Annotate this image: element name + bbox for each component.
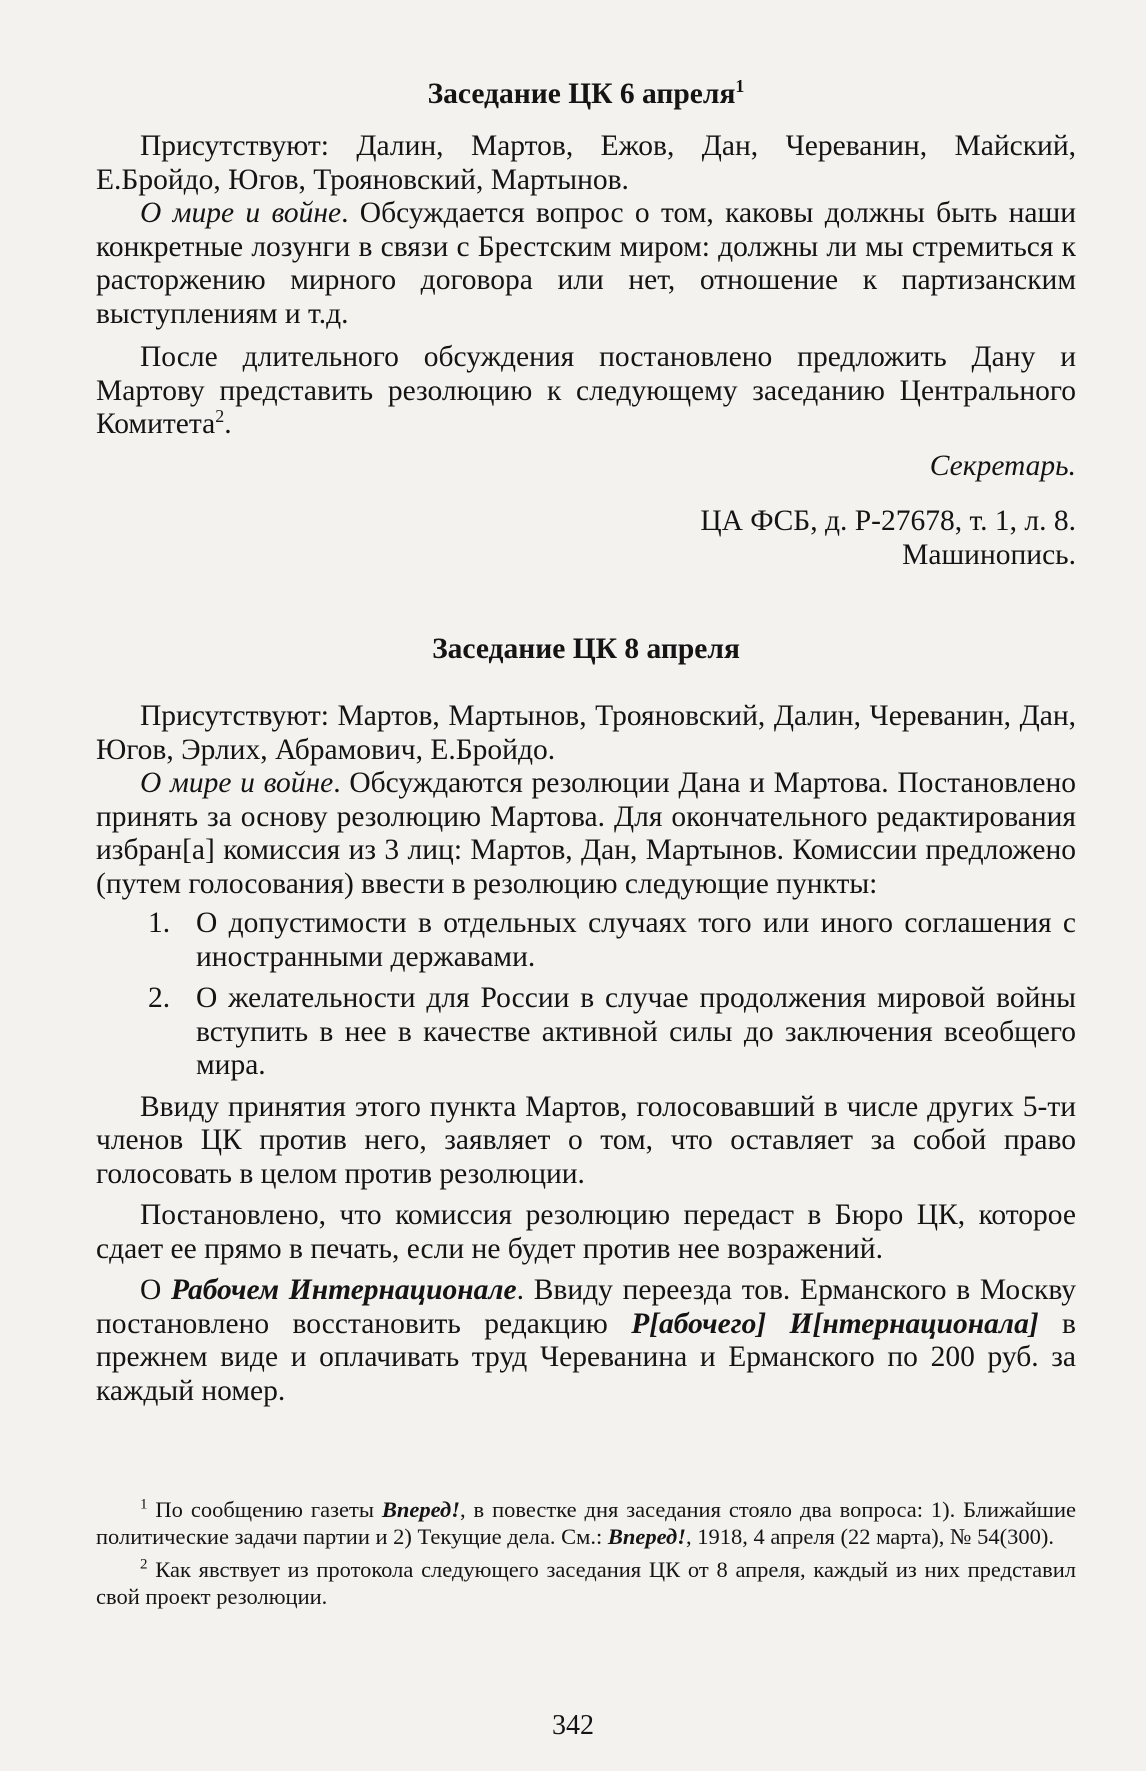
section2-present: Присутствуют: Мартов, Мартынов, Трояновский, Далин, Череванин, Дан, Югов, Эрлих, Абрамович, Е.Бройдо. xyxy=(96,700,1076,766)
page-number: 342 xyxy=(552,1710,594,1741)
archive-reference: ЦА ФСБ, д. Р-27678, т. 1, л. 8. xyxy=(700,505,1076,537)
section2-body xyxy=(96,700,1076,1408)
section1-topic xyxy=(96,197,1076,331)
footnote-ref-1[interactable]: 1 xyxy=(735,76,745,97)
section2-title: Заседание ЦК 8 апреля xyxy=(432,633,740,665)
footnote-1: $^1$ По сообщению газеты Вперед!, в повестке дня заседания стояло два вопроса: 1). Ближайшие политические задачи партии и 2) Текущие дела. См.: Вперед!, 1918, 4 апреля (22 марта), № 54(300). xyxy=(96,1496,1076,1549)
section1-decision: После длительного обсуждения постановлено предложить Дану и Мартову представить резолюцию к следующему заседанию Центрального Комитета$^2$. xyxy=(96,341,1076,440)
secretary-signature: Секретарь. xyxy=(929,449,1076,482)
section2-commission: Постановлено, что комиссия резолюцию передаст в Бюро ЦК, которое сдает ее прямо в печать, если не будет против нее возражений. xyxy=(96,1199,1076,1265)
section1-topic-text: . Обсуждается вопрос о том, каковы должны быть наши конкретные лозунги в связи с Брестским миром: должны ли мы стремиться к расторжению мирного договора или нет, отношение к партизанским выступлениям и т.д. xyxy=(96,197,1076,330)
ri-abbr: Р[абочего] И[нтернационала] xyxy=(631,1307,1039,1340)
archive-type: Машинопись. xyxy=(902,538,1076,571)
list-item: 2. О желательности для России в случае продолжения мировой войны вступить в нее в качестве активной силы до заключения всеобщего мира. xyxy=(148,982,1076,1081)
section2-rabochy-internatsional: О Рабочем Интернационале. Ввиду переезда тов. Ерманского в Москву постановлено восстановить редакцию Р[абочего] И[нтернационала] в прежнем виде и оплачивать труд Череванина и Ерманского по 200 руб. за каждый номер. xyxy=(96,1274,1076,1407)
section2-topic-label: О мире и войне xyxy=(140,767,334,799)
section1-present: Присутствуют: Далин, Мартов, Ежов, Дан, Череванин, Майский, Е.Бройдо, Югов, Трояновский, Мартынов. xyxy=(96,130,1076,196)
list-item: 1. О допустимости в отдельных случаях того или иного соглашения с иностранными державами. xyxy=(148,907,1076,973)
footnote-ref-2[interactable]: 2 xyxy=(215,406,225,427)
section2-topic: О мире и войне. Обсуждаются резолюции Дана и Мартова. Постановлено принять за основу резолюцию Мартова. Для окончательного редактирования избран[а] комиссия из 3 лиц: Мартов, Дан, Мартынов. Комиссии предложено (путем голосования) ввести в резолюцию следующие пункты: xyxy=(96,767,1076,900)
section2-martov-statement: Ввиду принятия этого пункта Мартов, голосовавший в числе других 5-ти членов ЦК против него, заявляет о том, что оставляет за собой право голосовать в целом против резолюции. xyxy=(96,1090,1076,1190)
ri-title: Рабочем Интернационале xyxy=(171,1274,517,1306)
section1-body xyxy=(96,130,1076,572)
section1-topic-label: О мире и войне xyxy=(140,197,342,229)
section1-title: Заседание ЦК 6 апреля$^1$ xyxy=(427,76,745,110)
footnotes xyxy=(96,1496,1076,1610)
footnote-2: $^2$ Как явствует из протокола следующего заседания ЦК от 8 апреля, каждый из них представил свой проект резолюции. xyxy=(96,1556,1076,1609)
